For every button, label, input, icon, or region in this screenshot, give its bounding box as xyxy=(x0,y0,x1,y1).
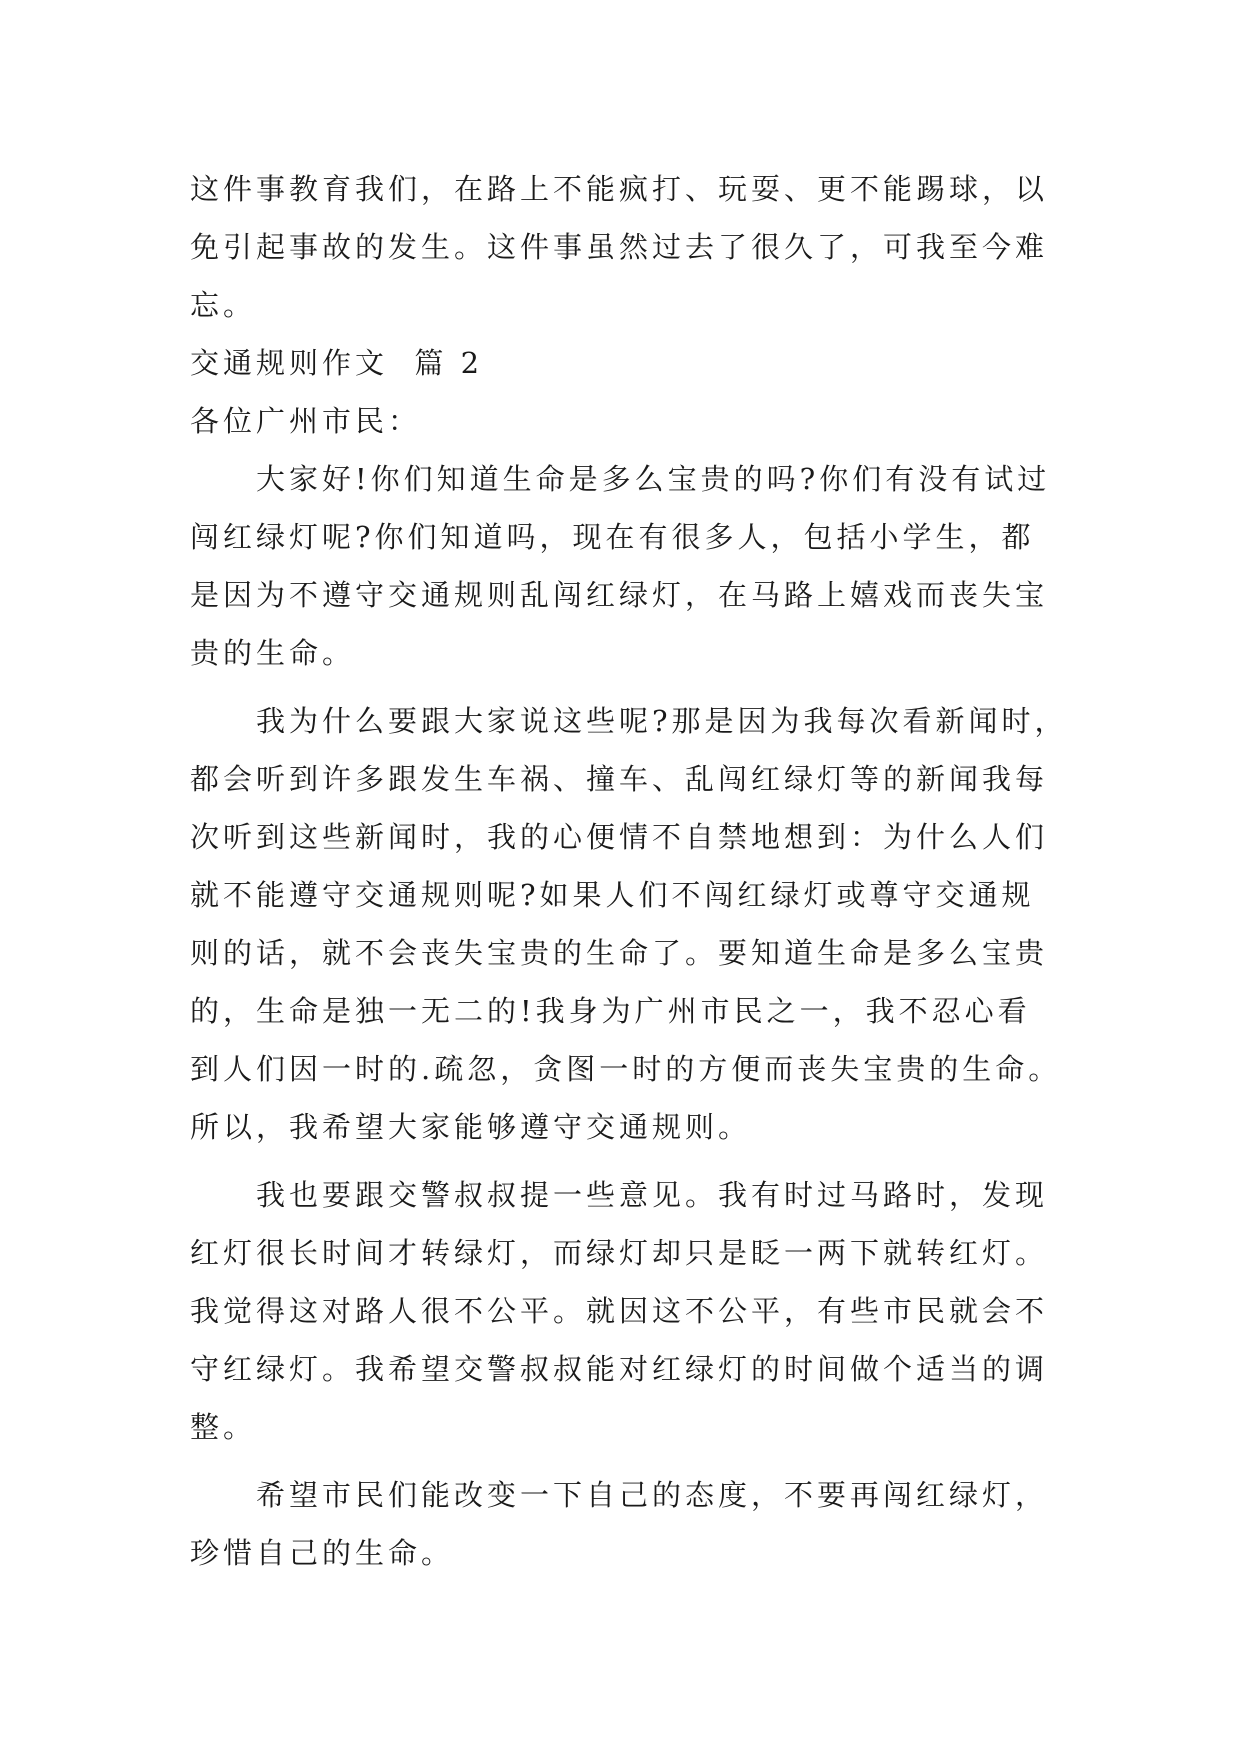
paragraph-3 xyxy=(190,1166,1050,1456)
text-line: 则的话，就不会丧失宝贵的生命了。要知道生命是多么宝贵 xyxy=(190,936,1049,970)
text-line: 我为什么要跟大家说这些呢?那是因为我每次看新闻时， xyxy=(256,704,1068,738)
text-line: 我觉得这对路人很不公平。就因这不公平，有些市民就会不 xyxy=(190,1294,1049,1328)
text-line: 大家好!你们知道生命是多么宝贵的吗?你们有没有试过 xyxy=(256,462,1051,496)
text-line: 的，生命是独一无二的!我身为广州市民之一，我不忍心看 xyxy=(190,994,1031,1028)
document-page xyxy=(190,160,1068,1582)
intro-paragraph xyxy=(190,160,1050,334)
text-line: 都会听到许多跟发生车祸、撞车、乱闯红绿灯等的新闻我每 xyxy=(190,762,1049,796)
text-line: 次听到这些新闻时，我的心便情不自禁地想到：为什么人们 xyxy=(190,820,1049,854)
text-line: 希望市民们能改变一下自己的态度，不要再闯红绿灯， xyxy=(256,1478,1049,1512)
text-line: 闯红绿灯呢?你们知道吗，现在有很多人，包括小学生，都 xyxy=(190,520,1035,554)
text-line: 守红绿灯。我希望交警叔叔能对红绿灯的时间做个适当的调 xyxy=(190,1352,1049,1386)
salutation: 各位广州市民： xyxy=(190,404,422,438)
text-line: 贵的生命。 xyxy=(190,636,356,670)
text-line: 珍惜自己的生命。 xyxy=(190,1536,455,1570)
text-line: 到人们因一时的.疏忽，贪图一时的方便而丧失宝贵的生命。 xyxy=(190,1052,1062,1086)
text-line: 红灯很长时间才转绿灯，而绿灯却只是眨一两下就转红灯。 xyxy=(190,1236,1049,1270)
text-line: 所以，我希望大家能够遵守交通规则。 xyxy=(190,1110,752,1144)
paragraph-1 xyxy=(190,450,1050,682)
text-line: 就不能遵守交通规则呢?如果人们不闯红绿灯或尊守交通规 xyxy=(190,878,1035,912)
paragraph-2 xyxy=(190,692,1068,1156)
text-line: 我也要跟交警叔叔提一些意见。我有时过马路时，发现 xyxy=(256,1178,1049,1212)
text-line: 免引起事故的发生。这件事虽然过去了很久了，可我至今难 xyxy=(190,230,1049,264)
text-line: 整。 xyxy=(190,1410,257,1444)
text-line: 忘。 xyxy=(190,288,257,322)
paragraph-4 xyxy=(190,1466,1050,1582)
section-title: 交通规则作文 篇 2 xyxy=(190,346,484,380)
text-line: 是因为不遵守交通规则乱闯红绿灯，在马路上嬉戏而丧失宝 xyxy=(190,578,1049,612)
text-line: 这件事教育我们，在路上不能疯打、玩耍、更不能踢球，以 xyxy=(190,172,1049,206)
